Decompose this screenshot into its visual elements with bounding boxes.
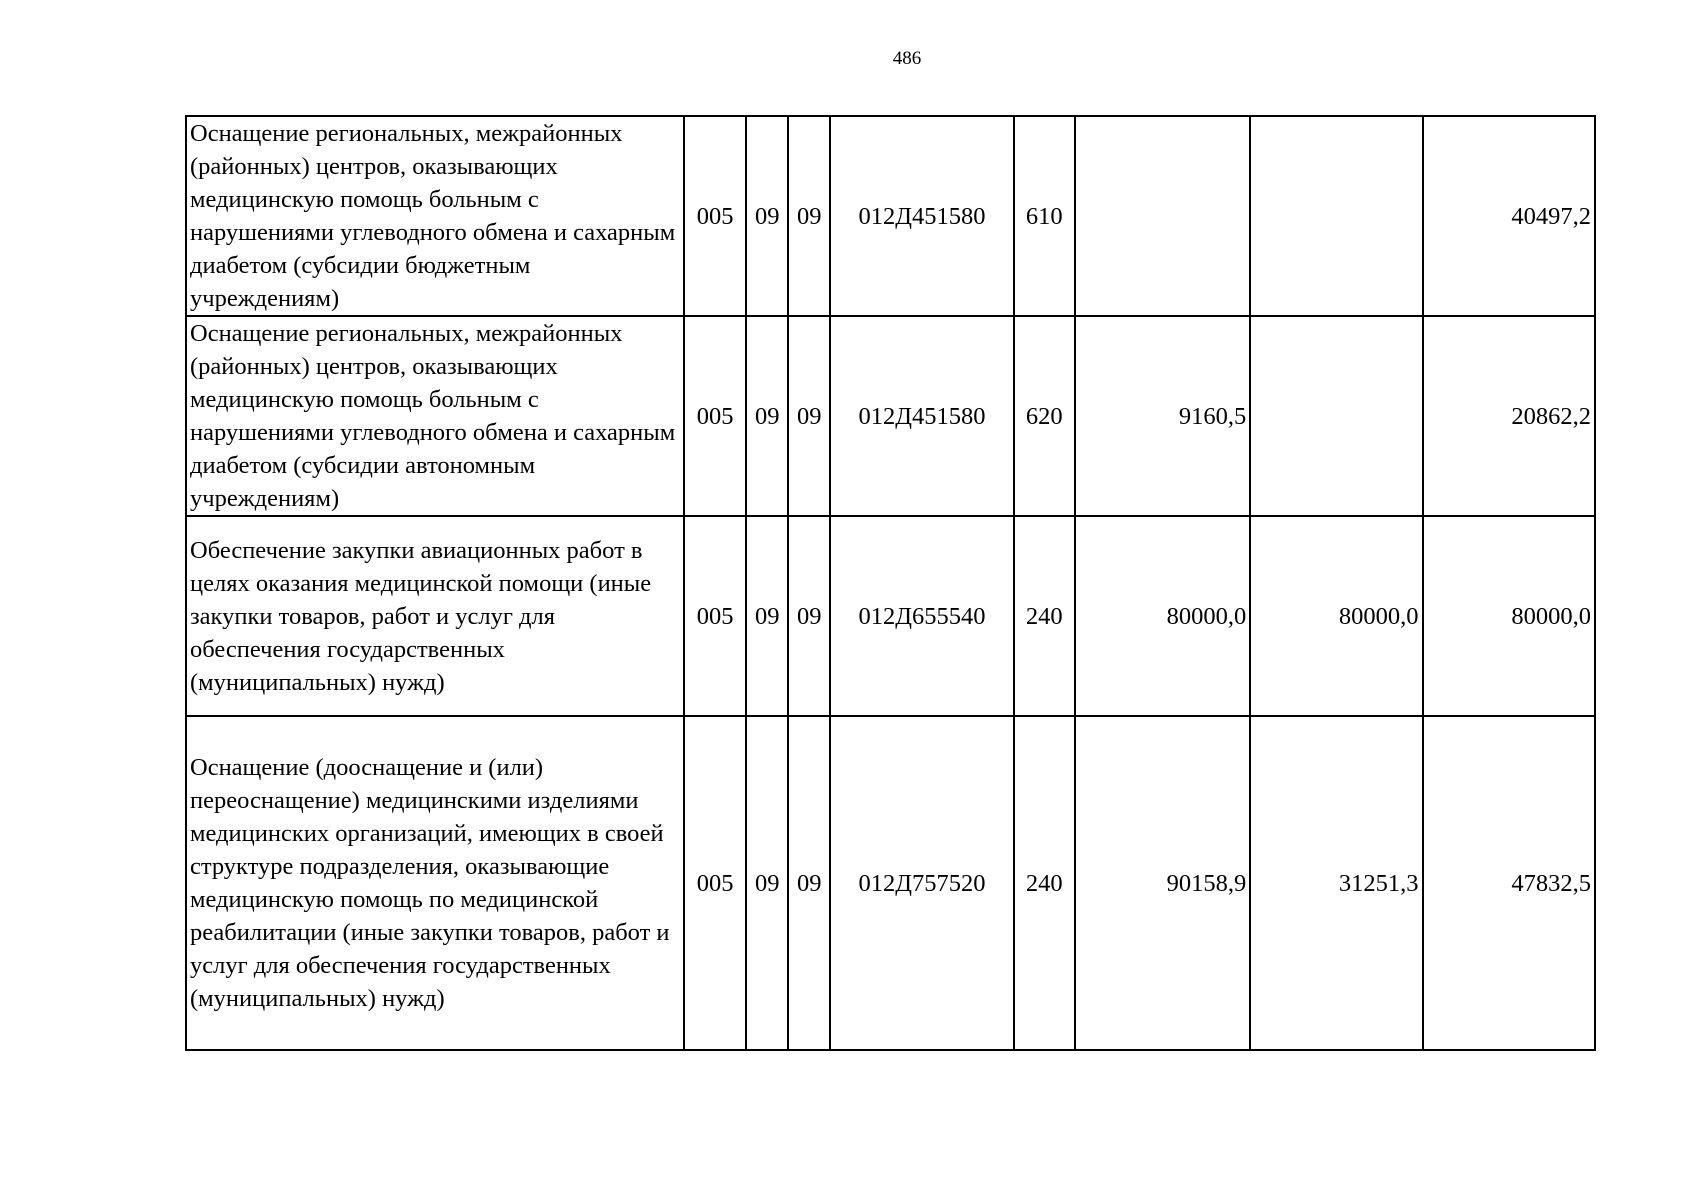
expense-type-cell: 610 [1014, 116, 1075, 316]
ministry-code-cell: 005 [684, 316, 746, 516]
section-code-cell: 09 [746, 316, 788, 516]
ministry-code-cell: 005 [684, 516, 746, 716]
subsection-code-cell: 09 [788, 516, 830, 716]
amount-2-cell: 31251,3 [1250, 716, 1422, 1050]
section-code-cell: 09 [746, 116, 788, 316]
amount-1-cell [1075, 116, 1250, 316]
expense-type-cell: 240 [1014, 716, 1075, 1050]
target-article-cell: 012Д655540 [830, 516, 1013, 716]
amount-2-cell [1250, 316, 1422, 516]
table-row [186, 316, 1595, 516]
budget-table [185, 115, 1596, 1051]
target-article-cell: 012Д451580 [830, 116, 1013, 316]
expense-type-cell: 240 [1014, 516, 1075, 716]
expense-name-cell: Оснащение (дооснащение и (или) переоснащение) медицинскими изделиями медицинских организаций, имеющих в своей структуре подразделения, оказывающие медицинскую помощь по медицинской реабилитации (иные закупки товаров, работ и услуг для обеспечения государственных (муниципальных) нужд) [186, 716, 684, 1050]
ministry-code-cell: 005 [684, 716, 746, 1050]
section-code-cell: 09 [746, 516, 788, 716]
target-article-cell: 012Д451580 [830, 316, 1013, 516]
target-article-cell: 012Д757520 [830, 716, 1013, 1050]
subsection-code-cell: 09 [788, 716, 830, 1050]
ministry-code-cell: 005 [684, 116, 746, 316]
expense-name-cell: Оснащение региональных, межрайонных (районных) центров, оказывающих медицинскую помощь больным с нарушениями углеводного обмена и сахарным диабетом (субсидии автономным учреждениям) [186, 316, 684, 516]
table-row [186, 116, 1595, 316]
page-number: 486 [892, 48, 922, 69]
amount-3-cell: 80000,0 [1423, 516, 1595, 716]
amount-1-cell: 80000,0 [1075, 516, 1250, 716]
amount-2-cell [1250, 116, 1422, 316]
amount-1-cell: 90158,9 [1075, 716, 1250, 1050]
amount-3-cell: 47832,5 [1423, 716, 1595, 1050]
subsection-code-cell: 09 [788, 316, 830, 516]
amount-1-cell: 9160,5 [1075, 316, 1250, 516]
table-row [186, 516, 1595, 716]
amount-3-cell: 20862,2 [1423, 316, 1595, 516]
expense-name-cell: Оснащение региональных, межрайонных (районных) центров, оказывающих медицинскую помощь больным с нарушениями углеводного обмена и сахарным диабетом (субсидии бюджетным учреждениям) [186, 116, 684, 316]
table-row [186, 716, 1595, 1050]
expense-type-cell: 620 [1014, 316, 1075, 516]
amount-3-cell: 40497,2 [1423, 116, 1595, 316]
section-code-cell: 09 [746, 716, 788, 1050]
expense-name-cell: Обеспечение закупки авиационных работ в целях оказания медицинской помощи (иные закупки товаров, работ и услуг для обеспечения государственных (муниципальных) нужд) [186, 516, 684, 716]
subsection-code-cell: 09 [788, 116, 830, 316]
amount-2-cell: 80000,0 [1250, 516, 1422, 716]
